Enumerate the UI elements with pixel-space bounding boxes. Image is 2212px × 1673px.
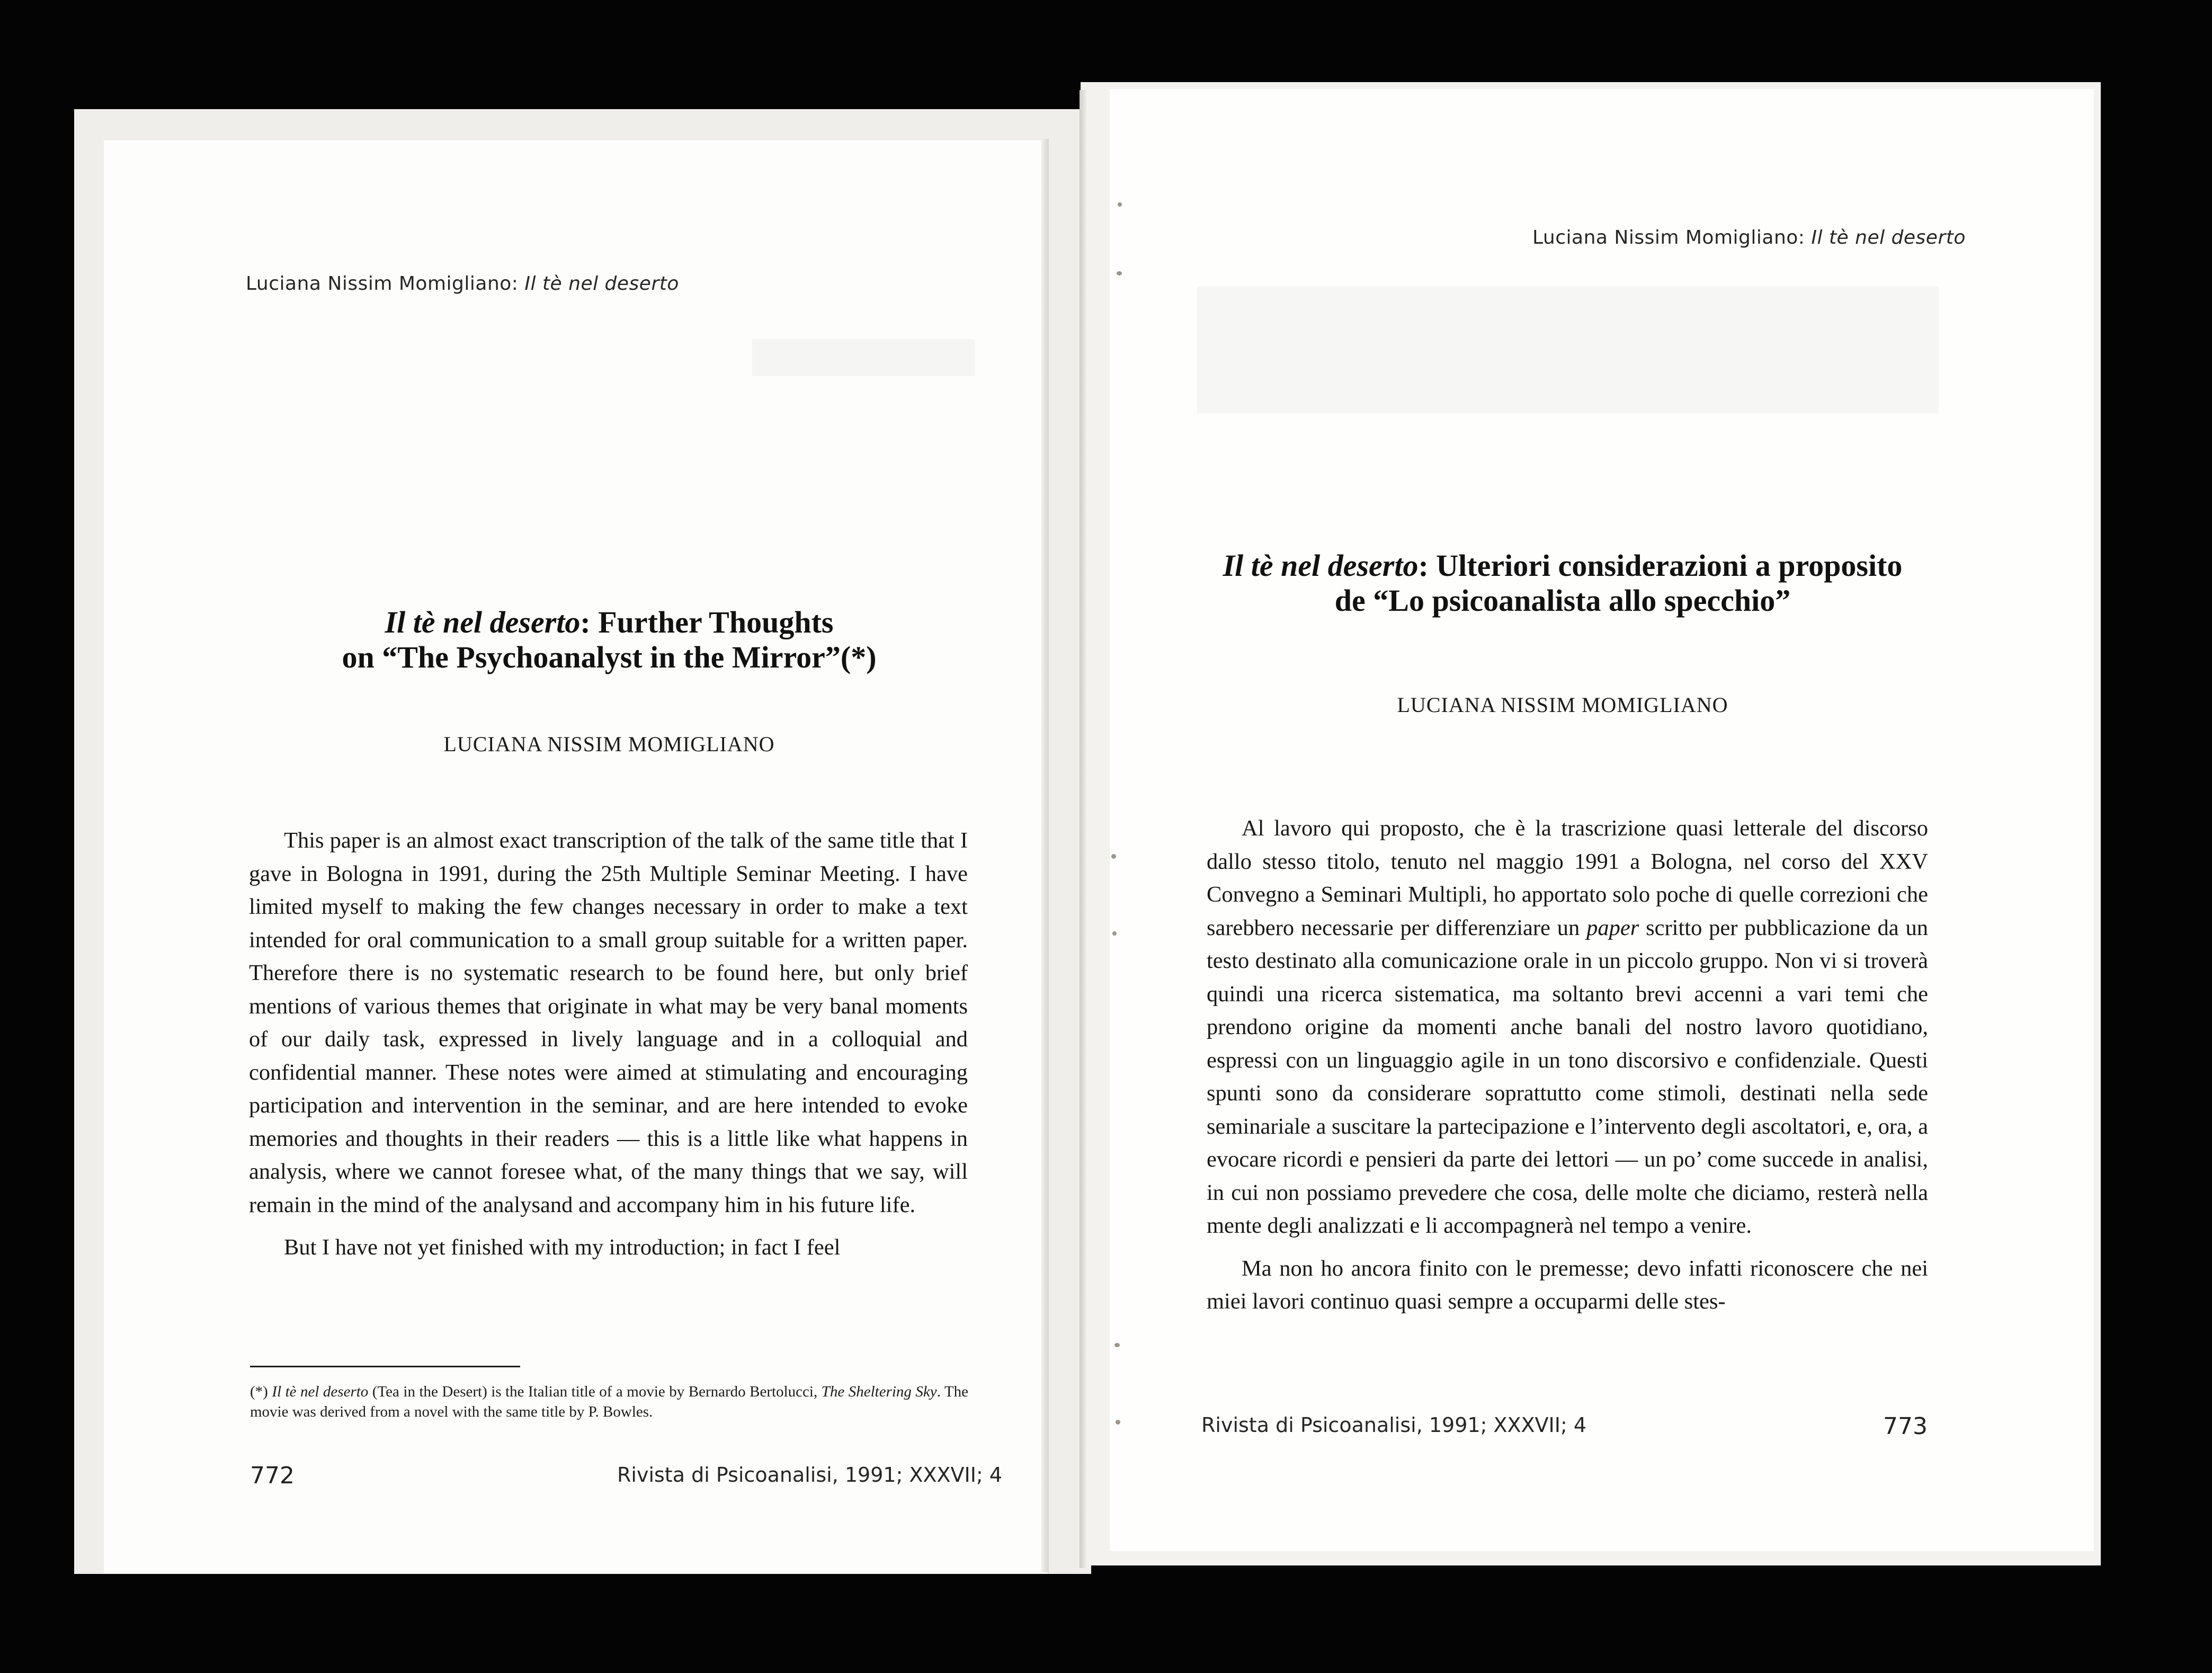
title-line-1: Il tè nel deserto: Ulteriori considerazioni a proposito	[1223, 548, 1903, 583]
author-left: LUCIANA NISSIM MOMIGLIANO	[443, 732, 775, 756]
binding-mark	[1111, 854, 1116, 859]
footnote-rule	[250, 1366, 520, 1367]
paragraph: This paper is an almost exact transcription of the talk of the same title that I gave in Bologna in 1991, during the 25th Multiple Seminar Meeting. I have limited myself to making the few changes necessary in order to make a text intended for oral communication to a small group suitable for a written paper. Therefore there is no systematic research to be found here, but only brief mentions of various themes that originate in what may be very banal moments of our daily task, expressed in lively language and in a colloquial and confidential manner. These notes were aimed at stimulating and encouraging participation and intervention in the seminar, and are here intended to evoke memories and thoughts in their readers — this is a little like what happens in analysis, where we cannot foresee what, of the many things that we say, will remain in the mind of the analysand and accompany him in his future life.	[249, 828, 968, 1217]
title-line-1: Il tè nel deserto: Further Thoughts	[385, 605, 834, 639]
footnote: (*) Il tè nel deserto (Tea in the Desert) is the Italian title of a movie by Bernardo Bertolucci, The Sheltering Sky. The movie was derived from a novel with the same title by P. Bowles.	[250, 1383, 969, 1420]
binding-mark	[1118, 202, 1122, 207]
binding-mark	[1117, 271, 1122, 275]
article-title-right	[1192, 548, 1933, 618]
body-text-right	[1207, 812, 1928, 1319]
running-head-right: Luciana Nissim Momigliano: Il tè nel deserto	[1532, 227, 1966, 248]
title-line-2: on “The Psychoanalyst in the Mirror”(*)	[342, 640, 877, 674]
bleed-through	[752, 339, 975, 376]
binding-mark	[1112, 931, 1117, 936]
title-line-2: de “Lo psicoanalista allo specchio”	[1334, 583, 1791, 618]
page-number-left: 772	[250, 1462, 295, 1489]
paragraph: Ma non ho ancora finito con le premesse; devo infatti riconoscere che nei miei lavori continuo quasi sempre a occuparmi delle stes-	[1207, 1256, 1928, 1314]
running-head-left: Luciana Nissim Momigliano: Il tè nel deserto	[246, 273, 679, 295]
journal-reference-left: Rivista di Psicoanalisi, 1991; XXXVII; 4	[617, 1463, 1003, 1487]
binding-mark	[1116, 1420, 1120, 1425]
binding-mark	[1114, 1343, 1120, 1347]
paragraph: Al lavoro qui proposto, che è la trascrizione quasi letterale del discorso dallo stesso titolo, tenuto nel maggio 1991 a Bologna, nel corso del XXV Convegno a Seminari Multipli, ho apportato solo poche di quelle correzioni che sarebbero necessarie per differenziare un paper scritto per pubblicazione da un testo destinato alla comunicazione orale in un piccolo gruppo. Non vi si troverà quindi una ricerca sistematica, ma soltanto brevi accenni a vari temi che prendono origine da momenti anche banali del nostro lavoro quotidiano, espressi con un linguaggio agile in un tono discorsivo e confidenziale. Questi spunti sono da considerare soprattutto come stimoli, destinati nella sede seminariale a suscitare la partecipazione e l’intervento degli ascoltatori, e, ora, a evocare ricordi e pensieri da parte dei lettori — un po’ come succede in analisi, in cui non possiamo prevedere che cosa, delle molte che diciamo, resterà nella mente degli analizzati e li accompagnerà nel tempo a venire.	[1207, 816, 1928, 1238]
center-fold	[1080, 90, 1088, 1568]
paragraph: But I have not yet finished with my introduction; in fact I feel	[284, 1235, 841, 1260]
bleed-through	[1197, 286, 1939, 413]
page-number-right: 773	[1883, 1413, 1928, 1440]
journal-reference-right: Rivista di Psicoanalisi, 1991; XXXVII; 4	[1201, 1413, 1587, 1437]
article-title-left	[249, 605, 969, 675]
left-page-edge	[1041, 139, 1049, 1572]
body-text-left	[249, 824, 968, 1265]
author-right: LUCIANA NISSIM MOMIGLIANO	[1397, 693, 1728, 717]
